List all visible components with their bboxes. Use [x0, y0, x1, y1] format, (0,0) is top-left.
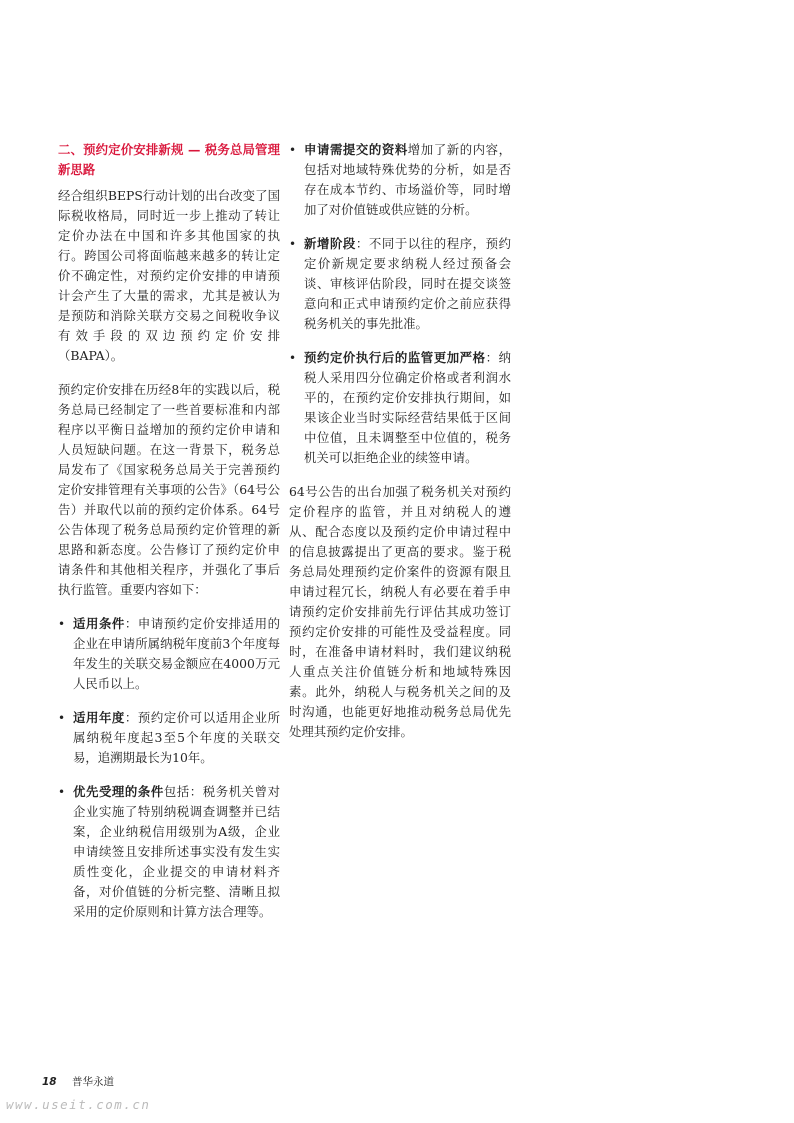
brand-name: 普华永道 [71, 1076, 114, 1088]
page-number: 18 [42, 1076, 57, 1088]
item-text: ：预约定价可以适用企业所属纳税年度起3至5个年度的关联交易，追溯期最长为10年。 [73, 710, 281, 765]
item-text: 增加了新的内容，包括对地域特殊优势的分析，如是否存在成本节约、市场溢价等，同时增加了对价值链或供应链的分析。 [304, 142, 512, 217]
item-title: 申请需提交的资料 [304, 142, 408, 157]
bullet-icon: • [289, 237, 297, 251]
list-item [58, 782, 280, 922]
bullet-icon: • [289, 351, 297, 365]
key-points-list-continued [289, 140, 511, 468]
intro-paragraph: 经合组织BEPS行动计划的出台改变了国际税收格局，同时近一步上推动了转让定价办法在中国和许多其他国家的执行。跨国公司将面临越来越多的转让定价不确定性，对预约定价安排的申请预计会产生了大量的需求，尤其是被认为是预防和消除关联方交易之间税收争议有效手段的双边预约定价安排（BAPA）。 [58, 188, 280, 363]
list-item [289, 348, 511, 468]
list-item [58, 614, 280, 694]
bullet-icon: • [58, 617, 66, 631]
bullet-icon: • [58, 711, 66, 725]
item-text: ：不同于以往的程序，预约定价新规定要求纳税人经过预备会谈、审核评估阶段，同时在提交谈签意向和正式申请预约定价之前应获得税务机关的事先批准。 [304, 236, 512, 331]
section-heading: 二、预约定价安排新规 — 税务总局管理新思路 [58, 142, 280, 177]
watermark: www.useit.com.cn [6, 1097, 151, 1112]
right-column [289, 140, 511, 756]
page-footer [42, 1074, 114, 1089]
bullet-icon: • [289, 143, 297, 157]
item-text: ：纳税人采用四分位确定价格或者利润水平的，在预约定价安排执行期间，如果该企业当时实际经营结果低于区间中位值，且未调整至中位值的，税务机关可以拒绝企业的续签申请。 [304, 350, 512, 465]
key-points-list [58, 614, 280, 922]
item-title: 新增阶段 [304, 236, 356, 251]
bullet-icon: • [58, 785, 66, 799]
item-text: 包括：税务机关曾对企业实施了特别纳税调查调整并已结案，企业纳税信用级别为A级，企业申请续签且安排所述事实没有发生实质性变化，企业提交的申请材料齐备，对价值链的分析完整、清晰且拟采用的定价原则和计算方法合理等。 [73, 784, 281, 919]
item-title: 预约定价执行后的监管更加严格 [304, 350, 486, 365]
list-item [58, 708, 280, 768]
list-item [289, 234, 511, 334]
item-title: 适用条件 [73, 616, 125, 631]
background-paragraph: 预约定价安排在历经8年的实践以后，税务总局已经制定了一些首要标准和内部程序以平衡日益增加的预约定价申请和人员短缺问题。在这一背景下，税务总局发布了《国家税务总局关于完善预约定价安排管理有关事项的公告》（64号公告）并取代以前的预约定价体系。64号公告体现了税务总局预约定价管理的新思路和新态度。公告修订了预约定价申请条件和其他相关程序，并强化了事后执行监管。重要内容如下： [58, 382, 280, 597]
conclusion-paragraph: 64号公告的出台加强了税务机关对预约定价程序的监管，并且对纳税人的遵从、配合态度以及预约定价申请过程中的信息披露提出了更高的要求。鉴于税务总局处理预约定价案件的资源有限且申请过程冗长，纳税人有必要在着手申请预约定价安排前先行评估其成功签订预约定价安排的可能性及受益程度。同时，在准备申请材料时，我们建议纳税人重点关注价值链分析和地域特殊因素。此外，纳税人与税务机关之间的及时沟通，也能更好地推动税务总局优先处理其预约定价安排。 [289, 484, 511, 739]
item-title: 优先受理的条件 [73, 784, 164, 799]
item-text: ：申请预约定价安排适用的企业在申请所属纳税年度前3个年度每年发生的关联交易金额应在4000万元人民币以上。 [73, 616, 281, 691]
list-item [289, 140, 511, 220]
item-title: 适用年度 [73, 710, 125, 725]
left-column [58, 140, 280, 936]
